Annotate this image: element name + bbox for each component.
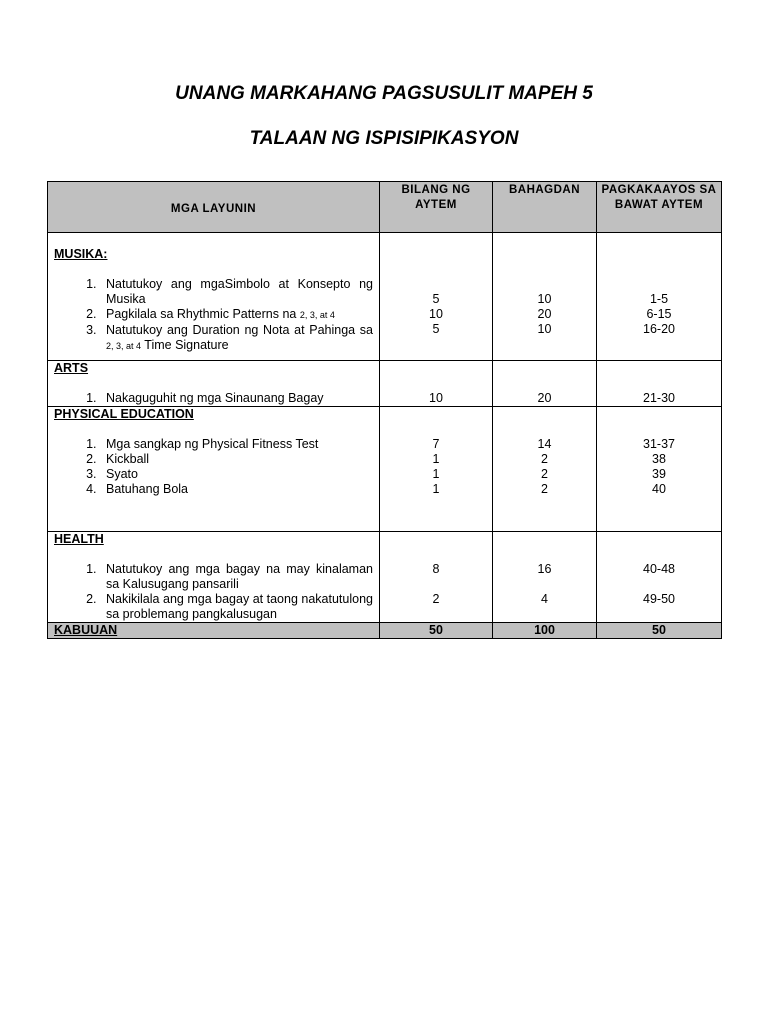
document-subtitle: TALAAN NG ISPISIPIKASYON [249, 128, 519, 149]
percent-value: 20 [537, 307, 552, 321]
items-value: 10 [429, 391, 443, 405]
section-title: ARTS [54, 361, 89, 375]
table-header-row [48, 182, 722, 233]
placement-value: 6-15 [646, 307, 672, 321]
objective-list [54, 437, 373, 497]
placement-value: 40 [652, 482, 666, 496]
header-placement: PAGKAKAAYOS SA BAWAT AYTEM [597, 182, 722, 233]
list-item: 2. Kickball [100, 452, 373, 467]
objective-list [54, 277, 373, 354]
list-item: 2. Nakikilala ang mga bagay at taong nakatutulong sa problemang pangkalusugan [100, 592, 373, 622]
header-percent: BAHAGDAN [493, 182, 597, 233]
list-item: 1. Natutukoy ang mga bagay na may kinalaman sa Kalusugang pansarili [100, 562, 373, 592]
items-cell [380, 407, 493, 532]
items-value: 1 [432, 467, 440, 481]
items-value: 10 [429, 307, 443, 321]
meter-note: 2, 3, at 4 [106, 341, 142, 351]
section-health [48, 532, 722, 623]
objectives-cell [48, 407, 380, 532]
document-title: UNANG MARKAHANG PAGSUSULIT MAPEH 5 [175, 83, 593, 104]
placement-cell [597, 361, 722, 407]
objective-text: Pagkilala sa Rhythmic Patterns na [106, 307, 297, 321]
objectives-cell [48, 532, 380, 623]
items-value: 2 [432, 592, 440, 606]
section-title: HEALTH [54, 532, 104, 546]
items-value: 1 [432, 482, 440, 496]
percent-value: 2 [541, 467, 548, 481]
list-item: 1. Nakaguguhit ng mga Sinaunang Bagay [100, 391, 373, 406]
list-item: 1. Natutukoy ang mgaSimbolo at Konsepto ng Musika [100, 277, 373, 307]
objective-text: Natutukoy ang Duration ng Nota at Pahinga sa [106, 323, 373, 337]
list-item: 4. Batuhang Bola [100, 482, 373, 497]
section-musika [48, 233, 722, 361]
percent-value: 10 [537, 292, 552, 306]
placement-cell [597, 233, 722, 361]
percent-cell [493, 233, 597, 361]
placement-cell [597, 407, 722, 532]
items-cell [380, 361, 493, 407]
objective-list [54, 391, 373, 406]
percent-value: 16 [537, 562, 552, 576]
percent-value: 2 [541, 452, 548, 466]
list-item: 1. Mga sangkap ng Physical Fitness Test [100, 437, 373, 452]
percent-cell [493, 407, 597, 532]
placement-value: 38 [652, 452, 666, 466]
specification-table [47, 181, 722, 639]
objectives-cell [48, 233, 380, 361]
percent-value: 4 [541, 592, 548, 606]
total-label: KABUUAN [48, 623, 380, 639]
section-arts [48, 361, 722, 407]
section-title: MUSIKA: [54, 247, 108, 261]
items-cell [380, 532, 493, 623]
meter-note: 2, 3, at 4 [299, 310, 335, 320]
section-title: PHYSICAL EDUCATION [54, 407, 194, 421]
placement-value: 31-37 [643, 437, 675, 451]
placement-value: 39 [652, 467, 666, 481]
percent-value: 2 [541, 482, 548, 496]
placement-cell [597, 532, 722, 623]
list-item [100, 323, 373, 354]
total-placement: 50 [597, 623, 722, 639]
list-item [100, 307, 373, 323]
objectives-cell [48, 361, 380, 407]
items-value: 8 [432, 562, 440, 576]
header-items: BILANG NG AYTEM [380, 182, 493, 233]
placement-value: 21-30 [643, 391, 675, 405]
percent-cell [493, 532, 597, 623]
items-value: 5 [432, 292, 440, 306]
total-items: 50 [380, 623, 493, 639]
items-value: 5 [432, 322, 440, 336]
placement-value: 1-5 [649, 292, 669, 306]
placement-value: 49-50 [643, 592, 675, 606]
objective-list [54, 562, 373, 622]
section-physical-education [48, 407, 722, 532]
objective-tail: Time Signature [144, 338, 229, 352]
total-row [48, 623, 722, 639]
percent-cell [493, 361, 597, 407]
items-value: 1 [432, 452, 440, 466]
percent-value: 10 [537, 322, 552, 336]
placement-value: 40-48 [643, 562, 675, 576]
percent-value: 14 [537, 437, 552, 451]
items-value: 7 [432, 437, 440, 451]
items-cell [380, 233, 493, 361]
total-percent: 100 [493, 623, 597, 639]
list-item: 3. Syato [100, 467, 373, 482]
header-objectives: MGA LAYUNIN [48, 182, 380, 233]
placement-value: 16-20 [643, 322, 675, 336]
percent-value: 20 [537, 391, 552, 405]
